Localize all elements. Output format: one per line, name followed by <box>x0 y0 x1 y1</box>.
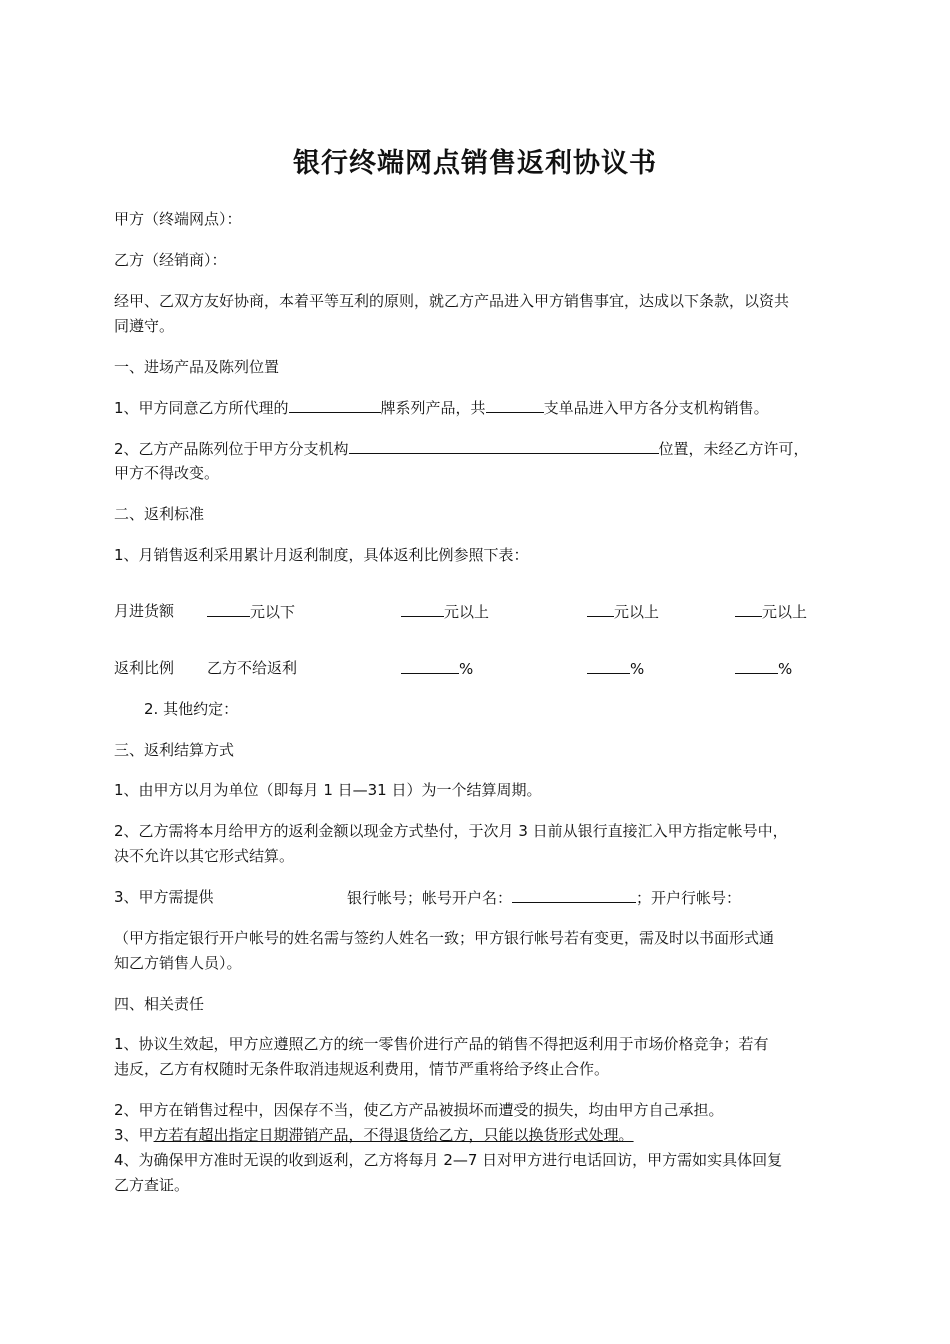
rebate-row2-label: 返利比例 <box>114 659 175 677</box>
section-4-item-3-text-a: 3、甲 <box>114 1126 154 1144</box>
section-3-note-2: 知乙方销售人员）。 <box>114 954 242 972</box>
percent-blank <box>735 657 778 674</box>
section-3-item-2-cont: 决不允许以其它形式结算。 <box>114 847 295 865</box>
section-1-item-1-text-a: 1、甲方同意乙方所代理的 <box>114 399 289 417</box>
amount-unit: 元以下 <box>250 603 296 621</box>
section-3-item-3-text-c: ；开户行帐号： <box>636 889 742 907</box>
amount-unit: 元以上 <box>444 603 490 621</box>
brand-blank <box>289 396 381 413</box>
intro-line-2: 同遵守。 <box>114 317 175 335</box>
amount-blank <box>587 600 614 617</box>
product-count-blank <box>486 396 544 413</box>
percent-sign: % <box>778 660 793 678</box>
section-4-item-4: 4、为确保甲方准时无误的收到返利，乙方将每月 2—7 日对甲方进行电话回访，甲方需如实具体回复 <box>114 1151 783 1169</box>
rebate-row2-first: 乙方不给返利 <box>207 659 298 677</box>
section-3-item-3-text-a: 3、甲方需提供 <box>114 888 214 906</box>
section-2-other: 2. 其他约定： <box>144 700 239 718</box>
percent-blank <box>587 657 630 674</box>
amount-blank <box>735 600 762 617</box>
section-4-item-2: 2、甲方在销售过程中，因保存不当，使乙方产品被损坏而遭受的损失，均由甲方自己承担。 <box>114 1101 724 1119</box>
section-1-item-1-text-b: 牌系列产品，共 <box>380 399 486 417</box>
rebate-row2-cell <box>735 657 792 680</box>
section-3-heading: 三、返利结算方式 <box>114 741 235 759</box>
section-1-item-1-text-c: 支单品进入甲方各分支机构销售。 <box>543 399 769 417</box>
amount-blank <box>207 600 250 617</box>
section-3-note-1: （甲方指定银行开户帐号的姓名需与签约人姓名一致；甲方银行帐号若有变更，需及时以书面形式通 <box>114 929 775 947</box>
section-3-item-3-text-b: 银行帐号；帐号开户名： <box>347 889 513 907</box>
rebate-row1-cell <box>735 600 807 623</box>
rebate-row1-label: 月进货额 <box>114 602 175 620</box>
section-4-item-3-underlined: 方若有超出指定日期滞销产品，不得退货给乙方，只能以换货形式处理。 <box>153 1126 634 1144</box>
section-1-item-2 <box>114 437 809 460</box>
account-name-blank <box>512 886 636 903</box>
rebate-row1-cell <box>587 600 659 623</box>
intro-line-1: 经甲、乙双方友好协商，本着平等互利的原则，就乙方产品进入甲方销售事宜，达成以下条款，以资共 <box>114 292 790 310</box>
party-a-line: 甲方（终端网点）： <box>114 210 242 228</box>
amount-unit: 元以上 <box>762 603 808 621</box>
amount-unit: 元以上 <box>614 603 660 621</box>
section-1-item-2-text-b: 位置，未经乙方许可， <box>658 440 809 458</box>
section-1-item-2-text-a: 2、乙方产品陈列位于甲方分支机构 <box>114 440 349 458</box>
section-4-item-4-cont: 乙方查证。 <box>114 1176 190 1194</box>
rebate-row1-cell <box>401 600 489 623</box>
section-4-item-1-cont: 违反，乙方有权随时无条件取消违规返利费用，情节严重将给予终止合作。 <box>114 1060 610 1078</box>
section-4-item-1: 1、协议生效起，甲方应遵照乙方的统一零售价进行产品的销售不得把返利用于市场价格竞争；若有 <box>114 1035 769 1053</box>
section-2-heading: 二、返利标准 <box>114 505 205 523</box>
amount-blank <box>401 600 444 617</box>
section-4-heading: 四、相关责任 <box>114 995 205 1013</box>
section-2-item-1: 1、月销售返利采用累计月返利制度，具体返利比例参照下表： <box>114 546 529 564</box>
party-b-line: 乙方（经销商）： <box>114 251 227 269</box>
rebate-row1-cell <box>207 600 295 623</box>
section-4-item-3 <box>114 1124 634 1146</box>
percent-blank <box>401 657 459 674</box>
document-title: 银行终端网点销售返利协议书 <box>293 148 657 179</box>
rebate-row2-cell <box>401 657 473 680</box>
percent-sign: % <box>459 660 474 678</box>
section-3-item-2: 2、乙方需将本月给甲方的返利金额以现金方式垫付，于次月 3 日前从银行直接汇入甲方指定帐号中， <box>114 822 788 840</box>
section-1-item-2-cont: 甲方不得改变。 <box>114 464 220 482</box>
display-location-blank <box>349 437 659 454</box>
section-3-item-3 <box>114 886 214 908</box>
section-1-item-1 <box>114 396 769 419</box>
section-3-item-3-rest <box>347 886 741 909</box>
section-3-item-1: 1、由甲方以月为单位（即每月 1 日—31 日）为一个结算周期。 <box>114 781 542 799</box>
rebate-row2-cell <box>587 657 644 680</box>
section-1-heading: 一、进场产品及陈列位置 <box>114 358 280 376</box>
percent-sign: % <box>630 660 645 678</box>
